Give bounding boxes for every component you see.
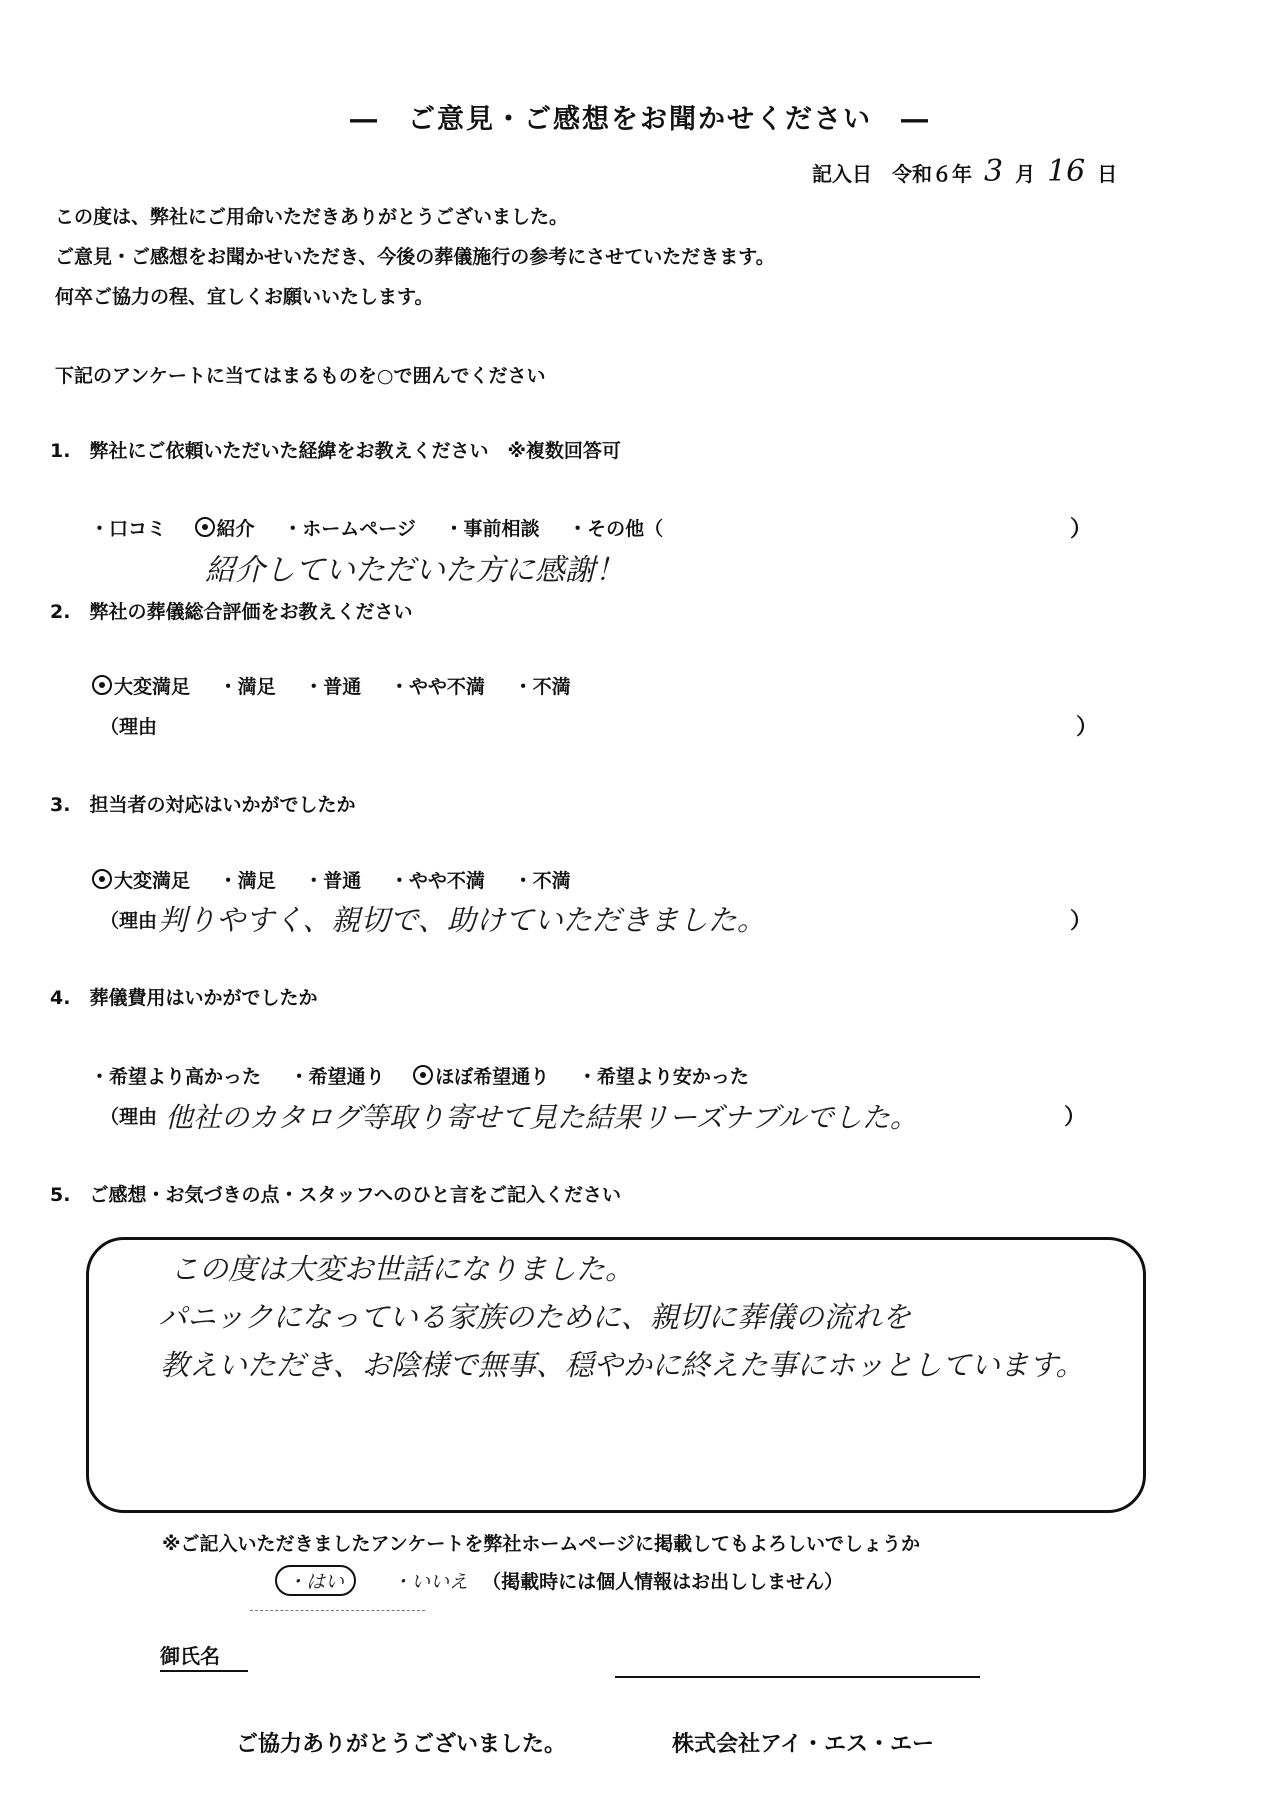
intro-line-3: 何卒ご協力の程、宜しくお願いいたします。	[55, 286, 434, 308]
name-field-line[interactable]	[615, 1676, 980, 1678]
q1-close-paren: ）	[1070, 517, 1093, 542]
publish-options	[275, 1565, 843, 1596]
publish-option-no[interactable]: ・いいえ	[392, 1571, 469, 1593]
q4-reason-text: 他社のカタログ等取り寄せて見た結果リーズナブルでした。	[165, 1101, 918, 1134]
q1-option-kuchikomi[interactable]: ・口コミ	[90, 518, 167, 540]
q4-options	[90, 1062, 771, 1089]
comment-line-3: 教えいただき、お陰様で無事、穏やかに終えた事にホッとしています。	[160, 1348, 1085, 1382]
question-3: 3. 担当者の対応はいかがでしたか	[50, 794, 356, 816]
date-label: 記入日 令和６年	[812, 162, 972, 186]
q4-option-as-expected[interactable]: ・希望通り	[289, 1066, 385, 1088]
dashed-line	[250, 1610, 425, 1611]
q3-option-dissatisfied[interactable]: ・不満	[513, 870, 571, 892]
instruction: 下記のアンケートに当てはまるものを○で囲んでください	[55, 365, 546, 387]
footer-thanks: ご協力ありがとうございました。	[236, 1732, 567, 1757]
q2-option-normal[interactable]: ・普通	[304, 676, 362, 698]
selected-circle-icon	[413, 1065, 433, 1085]
question-5: 5. ご感想・お気づきの点・スタッフへのひと言をご記入ください	[50, 1184, 622, 1206]
q4-option-higher[interactable]: ・希望より高かった	[90, 1066, 262, 1088]
question-4: 4. 葬儀費用はいかがでしたか	[50, 987, 318, 1009]
q4-option-almost-as-expected[interactable]: ほぼ希望通り	[413, 1066, 549, 1088]
question-1: 1. 弊社にご依頼いただいた経緯をお教えください ※複数回答可	[50, 440, 621, 462]
question-2: 2. 弊社の葬儀総合評価をお教えください	[50, 601, 413, 623]
date-month-unit: 月	[1015, 162, 1036, 186]
publish-note: （掲載時には個人情報はお出ししません）	[482, 1571, 844, 1593]
selected-circle-icon	[92, 869, 112, 889]
date-month: 3	[984, 154, 1004, 189]
date-day-unit: 日	[1097, 162, 1118, 186]
q1-option-other[interactable]: ・その他（	[568, 518, 664, 540]
q1-option-homepage[interactable]: ・ホームページ	[283, 518, 416, 540]
q3-option-somewhat-dissatisfied[interactable]: ・やや不満	[389, 870, 485, 892]
q1-option-shoukai[interactable]: 紹介	[195, 518, 255, 540]
q2-option-somewhat-dissatisfied[interactable]: ・やや不満	[389, 676, 485, 698]
q3-option-normal[interactable]: ・普通	[304, 870, 362, 892]
q3-reason-label: （理由	[100, 910, 158, 932]
q3-reason-text: 判りやすく、親切で、助けていただきました。	[158, 903, 766, 937]
footer-company: 株式会社アイ・エス・エー	[672, 1732, 935, 1757]
q2-option-dissatisfied[interactable]: ・不満	[513, 676, 571, 698]
q4-option-cheaper[interactable]: ・希望より安かった	[577, 1066, 749, 1088]
comment-line-2: パニックになっている家族のために、親切に葬儀の流れを	[158, 1300, 911, 1334]
q2-option-satisfied[interactable]: ・満足	[218, 676, 276, 698]
q2-close-paren: ）	[1076, 715, 1099, 740]
publish-option-yes[interactable]: ・はい	[275, 1565, 356, 1596]
name-label-underline	[160, 1670, 248, 1672]
q4-reason-label: （理由	[100, 1106, 158, 1128]
name-label: 御氏名	[160, 1644, 220, 1668]
publish-question: ※ご記入いただきましたアンケートを弊社ホームページに掲載してもよろしいでしょうか	[162, 1533, 920, 1555]
entry-date	[812, 154, 1117, 189]
q4-close-paren: ）	[1064, 1105, 1087, 1130]
q2-option-very-satisfied[interactable]: 大変満足	[92, 676, 190, 698]
q3-options	[92, 866, 593, 893]
q3-option-satisfied[interactable]: ・満足	[218, 870, 276, 892]
comment-line-1: この度は大変お世話になりました。	[170, 1252, 635, 1286]
page-title: ― ご意見・ご感想をお聞かせください ―	[350, 104, 930, 135]
q1-options	[90, 514, 685, 541]
q1-option-jizen-soudan[interactable]: ・事前相談	[444, 518, 540, 540]
selected-circle-icon	[195, 517, 215, 537]
q1-handwritten-note: 紹介していただいた方に感謝！	[205, 553, 625, 588]
q2-options	[92, 672, 593, 699]
selected-circle-icon	[92, 675, 112, 695]
q3-option-very-satisfied[interactable]: 大変満足	[92, 870, 190, 892]
q3-close-paren: ）	[1070, 909, 1093, 934]
q2-reason-label: （理由	[100, 716, 158, 738]
intro-line-2: ご意見・ご感想をお聞かせいただき、今後の葬儀施行の参考にさせていただきます。	[55, 246, 775, 268]
date-day: 16	[1047, 154, 1086, 189]
intro-line-1: この度は、弊社にご用命いただきありがとうございました。	[55, 206, 569, 228]
